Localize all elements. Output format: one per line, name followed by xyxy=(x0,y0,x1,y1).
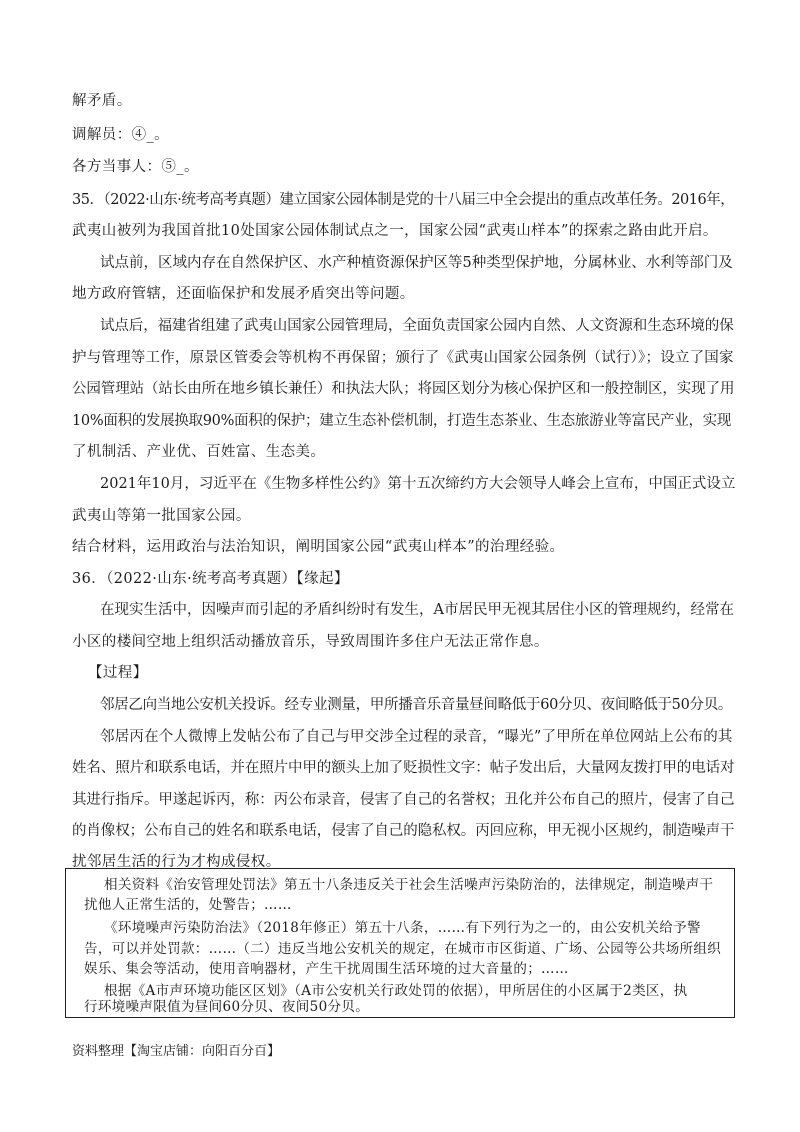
q35-line-9: 了机制活、产业优、百姓富、生态美。 xyxy=(72,444,326,460)
q35-line-2: 武夷山被列为我国首批10处国家公园体制试点之一，国家公园“武夷山样本”的探索之路由此开启。 xyxy=(72,223,718,239)
q35-line-3: 试点前，区域内存在自然保护区、水产种植资源保护区等5种类型保护地，分属林业、水利等部门及 xyxy=(100,255,733,271)
q35-line-11: 武夷山等第一批国家公园。 xyxy=(72,508,251,524)
box-line-7: 行环境噪声限值为昼间60分贝、夜间50分贝。 xyxy=(84,999,370,1015)
q35-line-7: 公园管理站（站长由所在地乡镇长兼任）和执法大队；将园区划分为核心保护区和一般控制区，实现了用 xyxy=(72,381,735,397)
box-line-6: 根据《A市声环境功能区区划》（A市公安机关行政处罚的依据），甲所居住的小区属于2类区，执 xyxy=(104,983,688,999)
intro-line-2: 调解员：④_。 xyxy=(72,127,170,143)
q35-line-1: 35．（2022·山东·统考高考真题）建立国家公园体制是党的十八届三中全会提出的重点改革任务。2016年， xyxy=(72,192,735,208)
box-line-2: 扰他人正常生活的，处警告；…… xyxy=(84,897,292,913)
q36-line-7: 的肖像权；公布自己的姓名和联系电话，侵害了自己的隐私权。丙回应称，甲无视小区规约，制造噪声干 xyxy=(72,823,735,839)
q36-process-label: 【过程】 xyxy=(88,665,148,681)
q35-question: 结合材料，运用政治与法治知识，阐明国家公园“武夷山样本”的治理经验。 xyxy=(72,539,565,555)
q36-line-2: 小区的楼间空地上组织活动播放音乐，导致周围许多住户无法正常作息。 xyxy=(72,634,549,650)
q36-line-6: 其进行指斥。甲遂起诉丙，称：丙公布录音，侵害了自己的名誉权；丑化并公布自己的照片，侵害了自己 xyxy=(72,792,735,808)
q36-heading: 36．（2022·山东·统考高考真题）【缘起】 xyxy=(72,571,349,587)
box-line-4: 告，可以并处罚款：……（二）违反当地公安机关的规定，在城市市区街道、广场、公园等公共场所组织 xyxy=(84,941,722,957)
page-footer: 资料整理【淘宝店铺：向阳百分百】 xyxy=(72,1044,281,1059)
q35-line-6: 护与管理等工作，原景区管委会等机构不再保留；颁行了《武夷山国家公园条例（试行）》；设立了国家 xyxy=(72,350,734,366)
q36-line-5: 姓名、照片和联系电话，并在照片中甲的额头上加了贬损性文字：帖子发出后，大量网友拨打甲的电话对 xyxy=(72,760,735,776)
intro-line-3: 各方当事人：⑤_。 xyxy=(72,159,199,175)
q35-line-8: 10%面积的发展换取90%面积的保护；建立生态补偿机制，打造生态茶业、生态旅游业等富民产业，实现 xyxy=(72,413,732,429)
box-line-5: 娱乐、集会等活动，使用音响器材，产生干扰周围生活环境的过大音量的；…… xyxy=(84,961,569,977)
box-line-3: 《环境噪声污染防治法》（2018年修正）第五十八条，……有下列行为之一的，由公安机关给予警 xyxy=(104,920,701,936)
box-line-1: 相关资料《治安管理处罚法》第五十八条违反关于社会生活噪声污染防治的，法律规定，制造噪声干 xyxy=(104,877,714,893)
reference-material-box xyxy=(65,868,735,1018)
q35-line-10: 2021年10月，习近平在《生物多样性公约》第十五次缔约方大会领导人峰会上宣布，中国正式设立 xyxy=(100,476,736,492)
q36-line-1: 在现实生活中，因噪声而引起的矛盾纠纷时有发生，A市居民甲无视其居住小区的管理规约，经常在 xyxy=(100,602,734,618)
q36-line-8: 扰邻居生活的行为才构成侵权。 xyxy=(72,854,281,870)
intro-line-1: 解矛盾。 xyxy=(72,93,132,109)
q35-line-5: 试点后，福建省组建了武夷山国家公园管理局，全面负责国家公园内自然、人文资源和生态环境的保 xyxy=(100,318,734,334)
q35-line-4: 地方政府管辖，还面临保护和发展矛盾突出等问题。 xyxy=(72,286,415,302)
q36-line-4: 邻居丙在个人微博上发帖公布了自己与甲交涉全过程的录音，“曝光”了甲所在单位网站上公布的其 xyxy=(100,729,733,745)
q36-line-3: 邻居乙向当地公安机关投诉。经专业测量，甲所播音乐音量昼间略低于60分贝、夜间略低于50分贝。 xyxy=(100,697,733,713)
